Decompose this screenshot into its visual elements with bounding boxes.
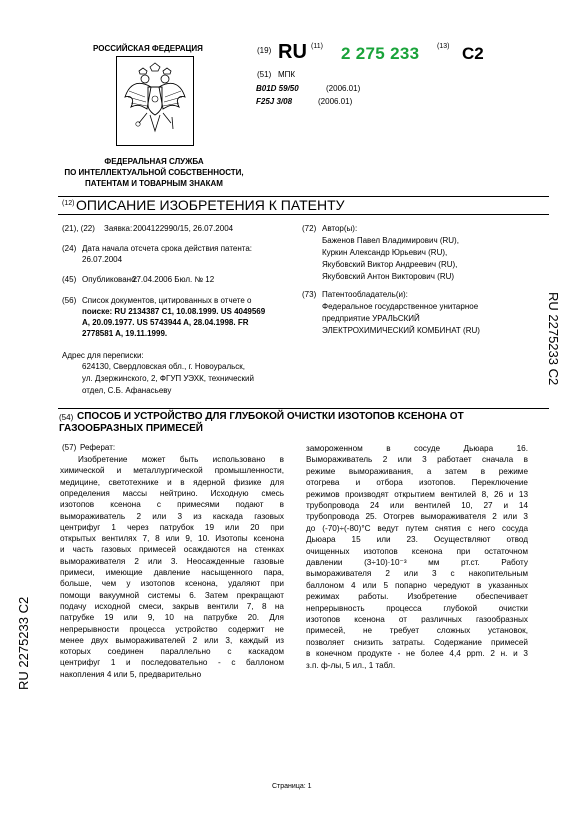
abstract-line: в конечном продукте - не более 4,4 ppm. 2 н. и 3	[306, 649, 528, 659]
side-label-left: RU 2275233 C2	[16, 596, 31, 690]
kind-code: C2	[462, 44, 484, 63]
abstract-line: патрубке 19 или 9, 10 на патрубке 20. Для	[60, 613, 284, 623]
abstract-line: вымораживателя 2 или 3. Неосажденные газовые	[60, 556, 284, 566]
addr-line-3: отдел, С.Б. Афанасьеву	[82, 386, 172, 395]
country-code: RU	[278, 41, 307, 63]
owner-label: Патентообладатель(и):	[322, 290, 408, 299]
abstract-line: которых соединен параллельно с каскадом	[60, 647, 284, 657]
abstract-line: определения массы нейтрино. Исходную смесь	[60, 488, 284, 498]
abstract-line: центрифуг 1 и последовательно - с баллоном	[60, 658, 284, 668]
invention-title-line-2: ГАЗООБРАЗНЫХ ПРИМЕСЕЙ	[59, 423, 203, 434]
owner-line-1: Федеральное государственное унитарное	[322, 302, 479, 311]
author-2: Куркин Александр Юрьевич (RU),	[322, 248, 448, 257]
code-13: (13)	[437, 43, 450, 50]
pub-code: (45)	[62, 275, 77, 284]
abstract-line: помощи вакуумной системы 6. Затем прекращают	[60, 590, 284, 600]
abstract-line: примеси, имеющие давление насыщенного пара,	[60, 568, 284, 577]
ipc-year-1: (2006.01)	[326, 84, 361, 93]
authors-code: (72)	[302, 224, 317, 233]
eagle-emblem-icon	[117, 57, 193, 145]
author-1: Баженов Павел Владимирович (RU),	[322, 236, 459, 245]
start-value: 26.07.2004	[82, 255, 123, 264]
docs-line-2: A, 20.09.1977. US 5743944 A, 28.04.1998. FR	[82, 318, 249, 327]
title-rule-bottom	[58, 214, 549, 215]
app-value: 2004122990/15, 26.07.2004	[133, 224, 234, 233]
abstract-line: трубопровода 25. Отогрев вымораживателя 2 или 3	[306, 512, 528, 522]
agency-name	[54, 156, 254, 189]
abstract-line: химической и металлургической промышленности,	[60, 466, 284, 476]
abstract-line: до (-70)÷(-80)°С ведут путем снятия с него сосуда	[306, 523, 528, 533]
abstract-line: позволяет снизить затраты. Содержание примесей	[306, 637, 528, 647]
abstract-line: больше, чем у изотопов ксенона, удаляют при	[60, 579, 284, 589]
abstract-line: режиме вымораживания, а затем в режиме	[306, 466, 528, 476]
abstract-line: непрерывности процесса устройство содержит не	[60, 624, 284, 634]
abstract-line: Дьюара 15 или 23. Осуществляют отвод	[306, 535, 528, 545]
abstract-line: изотопов ксенона с примесями подают в	[60, 500, 284, 510]
mpk-label: МПК	[278, 70, 296, 79]
abstract-line: замороженном в сосуде Дьюара 16.	[306, 444, 528, 453]
addr-line-2: ул. Дзержинского, 2, ФГУП УЭХК, технический	[82, 374, 254, 383]
abstract-line: и часть газовых примесей осаждаются на стенках	[60, 545, 284, 555]
author-3: Якубовский Виктор Андреевич (RU),	[322, 260, 458, 269]
ipc-code-2: F25J 3/08	[256, 97, 293, 106]
ipc-code-1: B01D 59/50	[256, 84, 299, 93]
addr-line-1: 624130, Свердловская обл., г. Новоуральск,	[82, 362, 246, 371]
abstract-line: трубопровода 24 или вентилей 10, 27 и 14	[306, 501, 528, 510]
invention-title-line-1: СПОСОБ И УСТРОЙСТВО ДЛЯ ГЛУБОКОЙ ОЧИСТКИ ИЗОТОПОВ КСЕНОНА ОТ	[77, 411, 464, 422]
abstract-line: менее двух вымораживателей 2 или 3, каждый из	[60, 635, 284, 645]
pub-value: 27.04.2006 Бюл. № 12	[132, 275, 215, 284]
start-label: Дата начала отсчета срока действия патента:	[82, 244, 253, 253]
invention-code: (54)	[59, 413, 74, 422]
docs-line-3: 2778581 A, 19.11.1999.	[82, 329, 168, 338]
owner-line-2: предприятие УРАЛЬСКИЙ	[322, 314, 420, 323]
abstract-line: з.п. ф-лы, 5 ил., 1 табл.	[306, 660, 396, 670]
abstract-line: баллоном 4 или 5 попарно чередуют в указанных	[306, 580, 528, 590]
patent-number: 2 275 233	[341, 44, 420, 63]
abstract-line: вымораживатель 2 или 3 из каскада газовых	[60, 511, 284, 521]
abstract-line: режимах работы. Изобретение обеспечивает	[306, 592, 528, 602]
side-label-right: RU 2275233 C2	[546, 292, 561, 386]
ipc-year-2: (2006.01)	[318, 97, 353, 106]
code-19: (19)	[257, 46, 272, 55]
start-code: (24)	[62, 244, 77, 253]
abstract-line: очищенных изотопов ксенона при остаточном	[306, 546, 528, 556]
pub-label: Опубликовано:	[82, 275, 138, 284]
abstract-line: накопления 4 или 5, предварительно	[60, 669, 202, 679]
authors-label: Автор(ы):	[322, 224, 358, 233]
document-title: ОПИСАНИЕ ИЗОБРЕТЕНИЯ К ПАТЕНТУ	[76, 197, 345, 213]
abstract-line: непрерывность процесса глубокой очистки	[306, 603, 528, 613]
abstract-label: Реферат:	[80, 443, 116, 452]
state-emblem	[116, 56, 194, 146]
app-label: Заявка:	[104, 224, 133, 233]
author-4: Якубовский Антон Викторович (RU)	[322, 272, 455, 281]
owner-line-3: ЭЛЕКТРОХИМИЧЕСКИЙ КОМБИНАТ (RU)	[322, 326, 480, 335]
owner-code: (73)	[302, 290, 317, 299]
abstract-line: центрифуг 1 через патрубок 19 или 20 при	[60, 522, 284, 532]
code-51: (51)	[257, 70, 272, 79]
agency-line-2: ПО ИНТЕЛЛЕКТУАЛЬНОЙ СОБСТВЕННОСТИ,	[64, 168, 244, 177]
abstract-line: Вымораживатель 2 или 3 работает сначала в	[306, 455, 528, 465]
country-label: РОССИЙСКАЯ ФЕДЕРАЦИЯ	[93, 44, 203, 53]
title-code: (12)	[62, 200, 75, 207]
abstract-line: вымораживателя 2 или 3 с накопительным	[306, 569, 528, 579]
app-code: (21), (22)	[62, 224, 95, 233]
abstract-line: подачу исходной смеси, закрыв вентили 7, 8 на	[60, 601, 284, 611]
abstract-line: отогрева и отбора изотопов. Переключение	[306, 478, 528, 488]
addr-label: Адрес для переписки:	[62, 351, 144, 360]
abstract-line: давлении (3÷10)·10⁻³ мм рт.ст. Работу	[306, 558, 528, 567]
abstract-line: примесей, не требует сложных установок,	[306, 626, 528, 636]
abstract-line: режимов производят открытием вентилей 8, 26 и 13	[306, 489, 528, 499]
invention-rule	[58, 408, 549, 409]
abstract-code: (57)	[62, 443, 77, 452]
docs-line-1: поиске: RU 2134387 C1, 10.08.1999. US 4049569	[82, 307, 266, 316]
docs-code: (56)	[62, 296, 77, 305]
abstract-line: медицине, светотехнике и в ядерной физике для	[60, 477, 284, 487]
abstract-line: открытых вентилях 7, 8 или 9, 10. Изотопы ксенона	[60, 534, 284, 544]
agency-line-1: ФЕДЕРАЛЬНАЯ СЛУЖБА	[104, 157, 204, 166]
docs-label: Список документов, цитированных в отчете о	[82, 296, 252, 305]
agency-line-3: ПАТЕНТАМ И ТОВАРНЫМ ЗНАКАМ	[85, 179, 223, 188]
abstract-line: Изобретение может быть использовано в	[78, 455, 284, 464]
page-number: Страница: 1	[272, 783, 312, 790]
code-11: (11)	[311, 43, 323, 50]
abstract-line: изотопов ксенона от различных газообразных	[306, 615, 528, 624]
